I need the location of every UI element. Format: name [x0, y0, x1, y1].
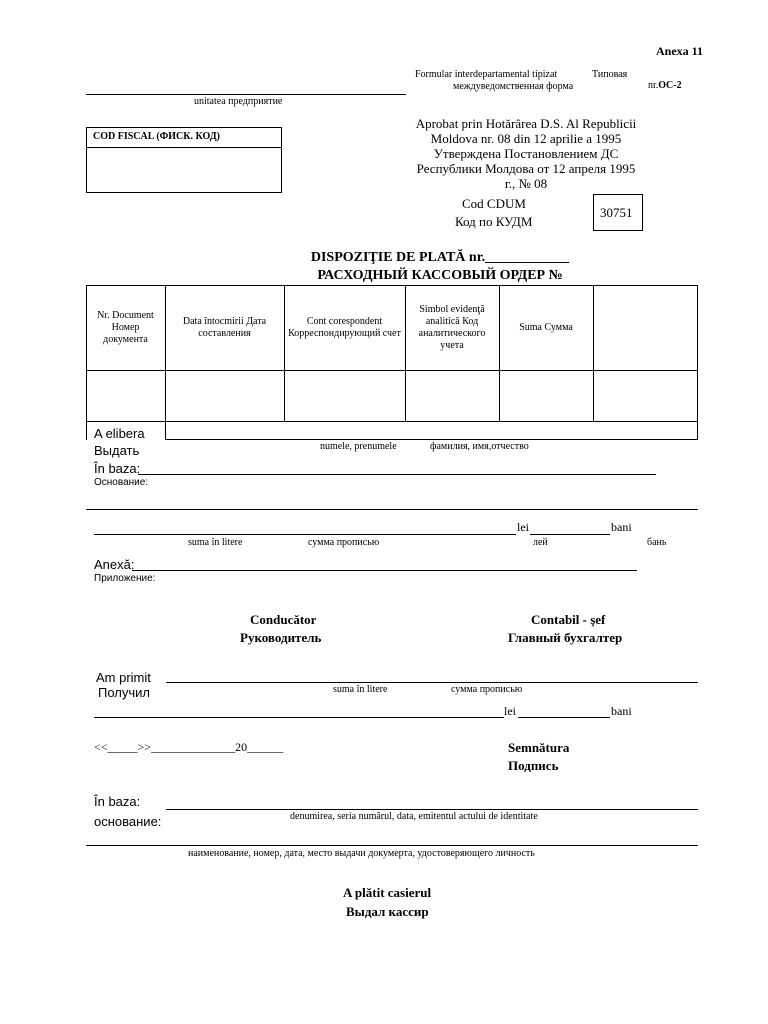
form-type-ro: Formular interdepartamental tipizat: [415, 69, 558, 80]
table-cell-date[interactable]: [165, 371, 284, 422]
received-label-ru: Получил: [98, 685, 150, 700]
basis-label-ro: În baza:: [94, 461, 141, 476]
table-header-cell: Nr. Document Номер документа: [97, 309, 154, 345]
received-sum-line[interactable]: [94, 717, 504, 718]
form-number-label: nr.: [648, 80, 659, 91]
identity-line[interactable]: [166, 809, 698, 810]
received-bani-label: bani: [611, 704, 632, 718]
annex-field-label-ru: Приложение:: [94, 573, 156, 584]
cdum-label-ro: Cod CDUM: [462, 196, 526, 211]
received-lei-label: lei: [504, 704, 516, 718]
cdum-label-ru: Код по КУДМ: [455, 214, 533, 229]
basis-label-ru: Основание:: [94, 477, 149, 488]
table-header-cell: Data întocmirii Дата составления: [182, 315, 267, 339]
table-header-cell: Simbol evidenţă analitică Код аналитического учета: [418, 303, 486, 351]
table-cell-document-number[interactable]: [86, 371, 165, 422]
received-caption-ro: suma în litere: [333, 684, 388, 695]
cdum-box: [593, 194, 643, 231]
received-label-ro: Am primit: [96, 670, 151, 685]
table-header-cell: Suma Сумма: [519, 321, 573, 333]
received-line[interactable]: [166, 682, 698, 683]
fiscal-code-box[interactable]: [86, 127, 282, 193]
cashier-label-ro: A plătit casierul: [343, 885, 432, 900]
signature-label-ru: Подпись: [508, 758, 559, 773]
annex-field-line[interactable]: [132, 570, 637, 571]
form-title-ru: РАСХОДНЫЙ КАССОВЫЙ ОРДЕР №: [317, 268, 563, 283]
unit-caption: unitatea предприятие: [194, 96, 283, 107]
accountant-label-ru: Главный бухгалтер: [508, 630, 623, 645]
fiscal-code-label: COD FISCAL (ФИСК. КОД): [93, 131, 221, 142]
form-type-ru-2: междуведомственная форма: [453, 81, 574, 92]
received-caption-ru: сумма прописью: [451, 684, 523, 695]
form-type-ru-1: Типовая: [592, 69, 628, 80]
payee-label-ru: Выдать: [94, 443, 140, 458]
basis-line[interactable]: [138, 474, 656, 475]
manager-label-ro: Conducător: [250, 612, 317, 627]
payee-caption-ro: numele, prenumele: [320, 441, 397, 452]
annex-field-label-ro: Anexă:: [94, 557, 135, 572]
received-lei-bani-line[interactable]: [518, 717, 610, 718]
payee-label-ro: A elibera: [94, 426, 145, 441]
approval-line: Утверждена Постановлением ДС: [433, 146, 619, 161]
form-number-value: OC-2: [658, 80, 682, 91]
annex-label: Anexa 11: [656, 44, 704, 58]
identity-caption-ru: наименование, номер, дата, место выдачи докумерта, удостоверяющего личность: [188, 848, 535, 859]
payee-field[interactable]: [165, 422, 698, 440]
table-header-cell: [593, 285, 698, 370]
identity-line-2[interactable]: [86, 845, 698, 846]
table-header-cell: Cont corespondent Корреспондирующий счет: [288, 315, 401, 339]
signature-label-ro: Semnătura: [508, 740, 570, 755]
accountant-label-ro: Contabil - şef: [531, 612, 606, 627]
basis-line-2[interactable]: [86, 509, 698, 510]
cdum-value: 30751: [600, 205, 633, 220]
approval-line: Республики Молдова от 12 апреля 1995: [416, 161, 636, 176]
sum-words-line[interactable]: [94, 534, 516, 535]
receipt-date[interactable]: <<_____>>______________20______: [94, 740, 284, 754]
payee-caption-ru: фамилия, имя,отчество: [430, 441, 529, 452]
sum-caption-ru: сумма прописью: [308, 537, 380, 548]
approval-line: Moldova nr. 08 din 12 aprilie a 1995: [430, 131, 622, 146]
bani-caption: бань: [647, 537, 667, 548]
identity-basis-label-ru: основание:: [94, 814, 162, 829]
form-title-ro: DISPOZIŢIE DE PLATĂ nr.____________: [310, 250, 570, 265]
unit-line[interactable]: [86, 94, 406, 95]
sum-lei-label: lei: [517, 520, 529, 534]
lei-caption: лей: [533, 537, 548, 548]
fiscal-code-header: [87, 128, 281, 148]
cashier-label-ru: Выдал кассир: [346, 904, 429, 919]
identity-caption-ro: denumirea, seria numărul, data, emitentul actului de identitate: [290, 811, 538, 822]
sum-lei-bani-line[interactable]: [530, 534, 610, 535]
payee-left-border: [86, 422, 87, 440]
approval-text: [402, 116, 650, 191]
table-cell-analytic-code[interactable]: [405, 371, 499, 422]
sum-caption-ro: suma în litere: [188, 537, 243, 548]
manager-label-ru: Руководитель: [240, 630, 322, 645]
form-number: [648, 80, 682, 91]
identity-basis-label-ro: În baza:: [94, 794, 141, 809]
table-cell-account[interactable]: [284, 371, 405, 422]
sum-bani-label: bani: [611, 520, 632, 534]
table-cell-sum[interactable]: [499, 371, 593, 422]
table-cell-extra[interactable]: [593, 371, 698, 422]
approval-line: г., № 08: [504, 176, 548, 191]
approval-line: Aprobat prin Hotărârea D.S. Al Republicii: [415, 116, 637, 131]
